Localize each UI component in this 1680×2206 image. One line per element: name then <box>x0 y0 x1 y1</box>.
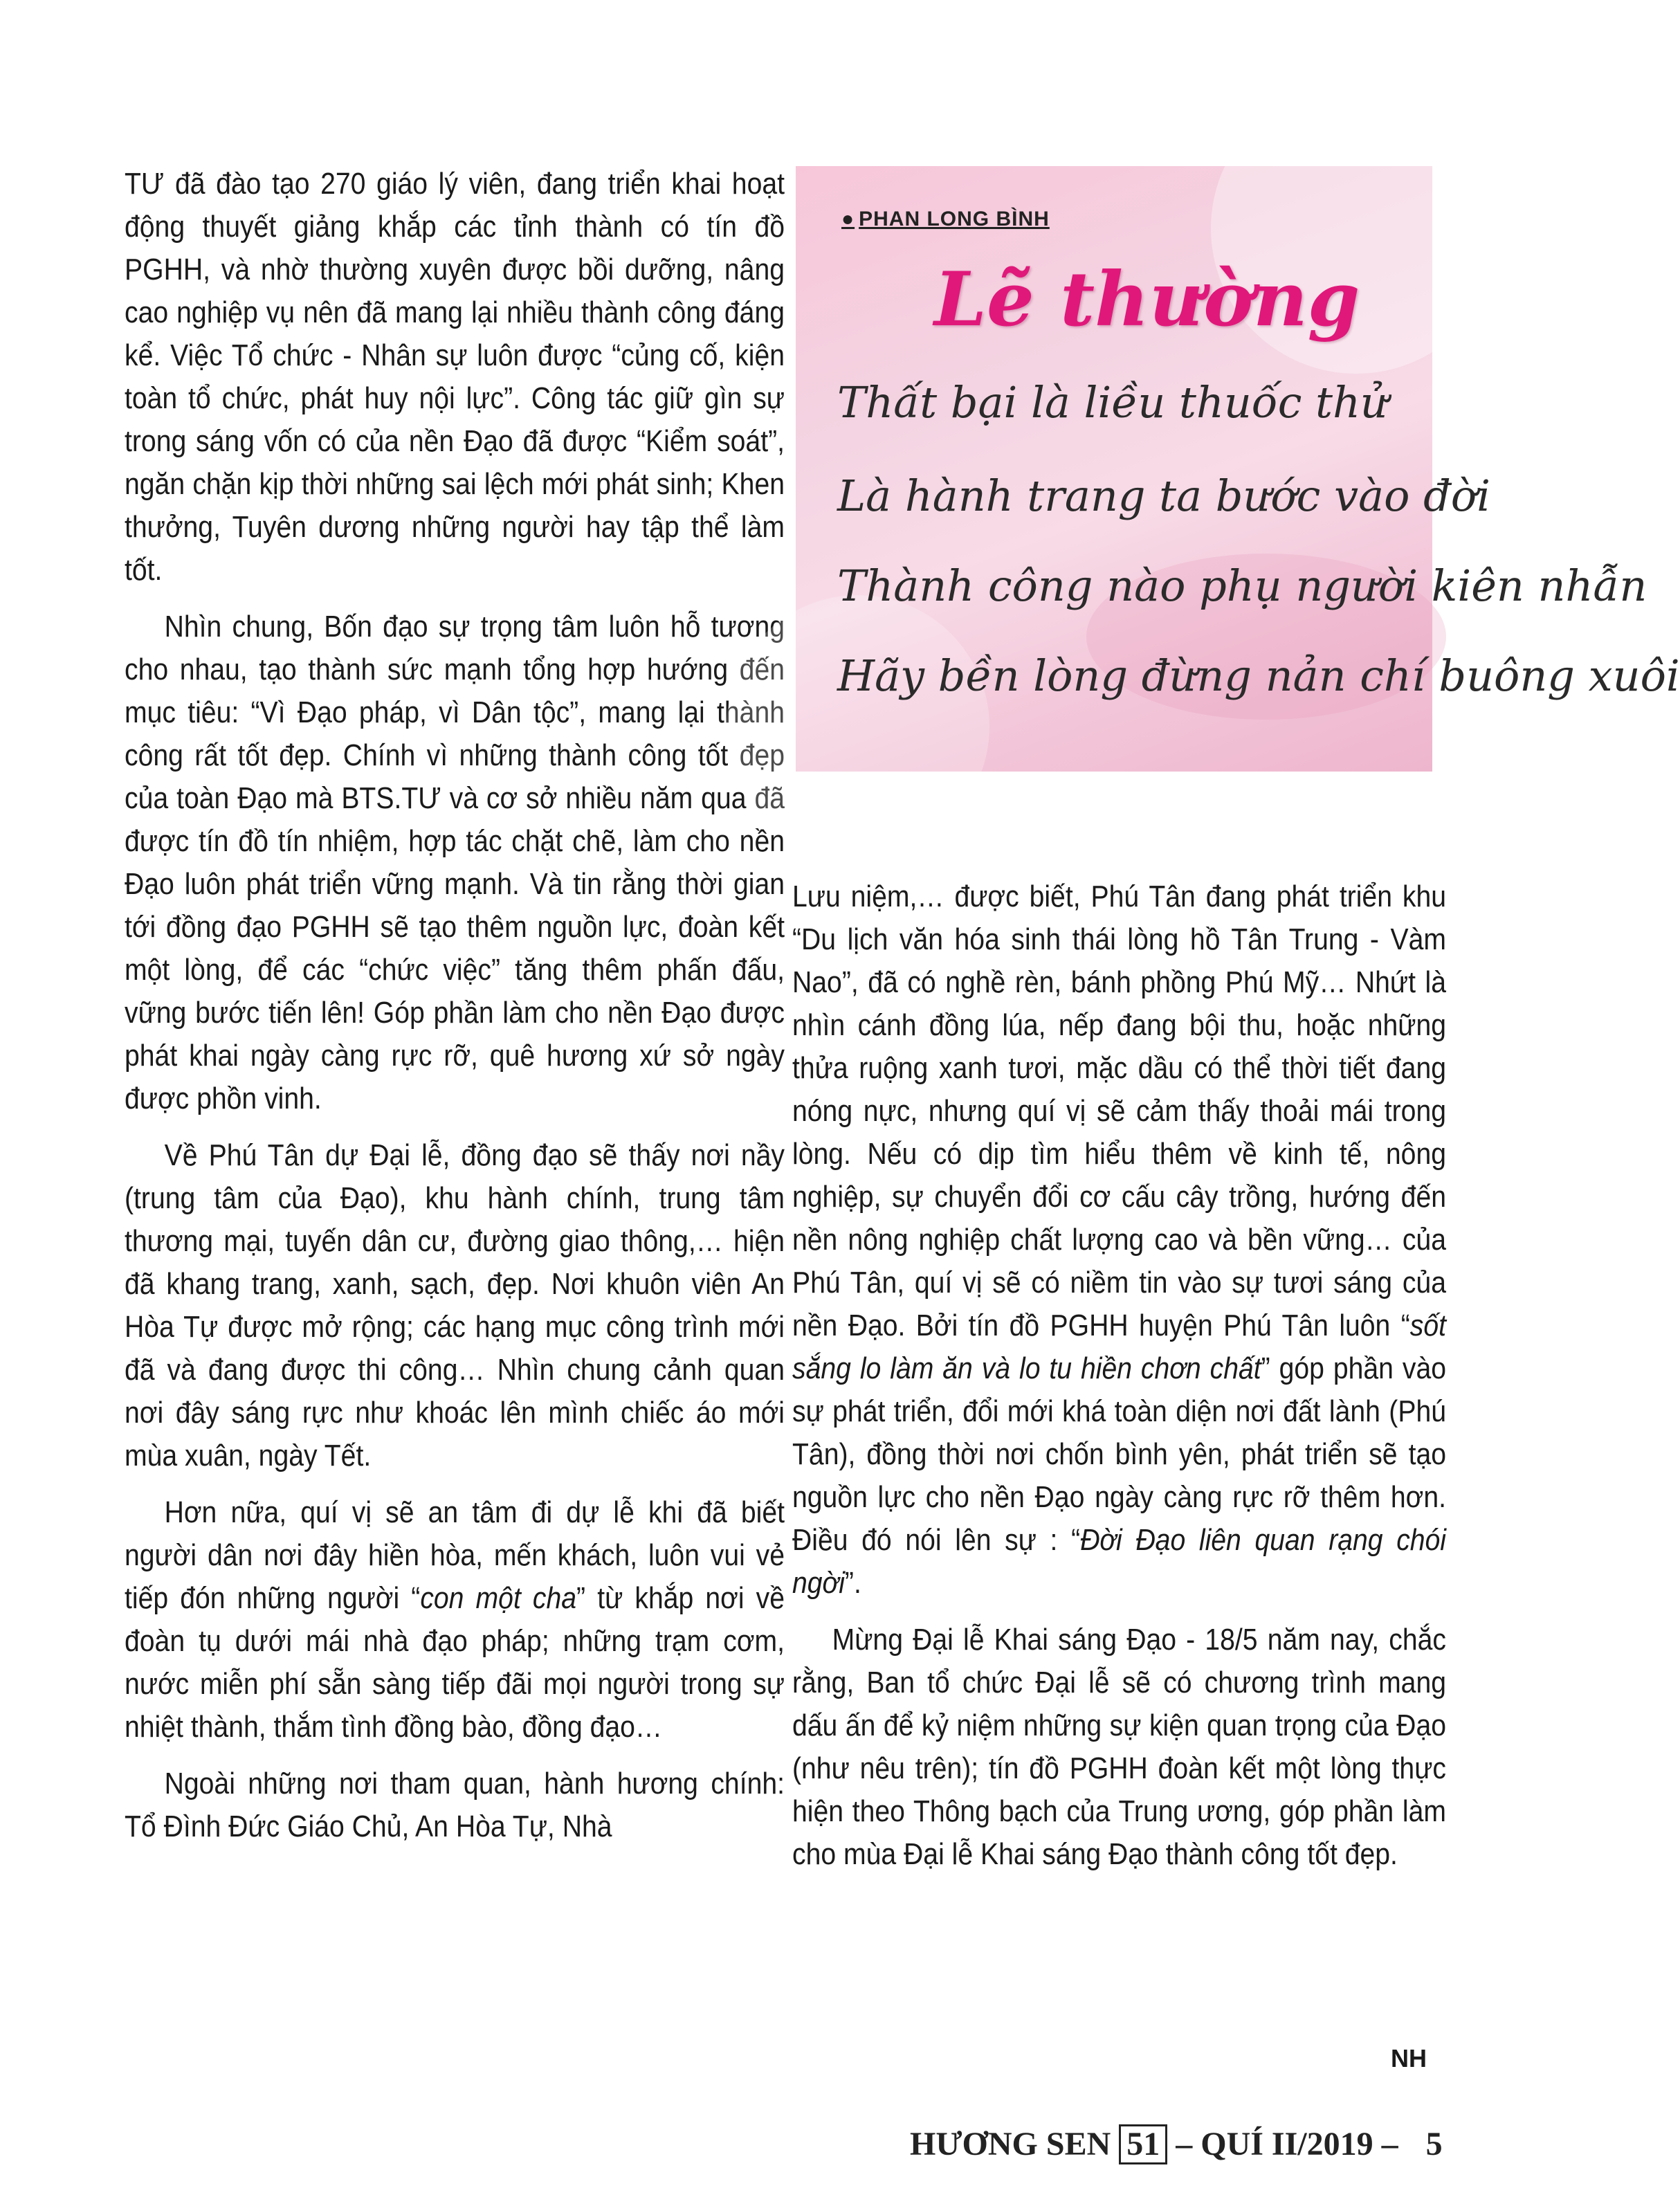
italic-text: sốt sắng lo làm ăn và lo tu hiền chơn chất <box>792 1309 1446 1385</box>
issue-number: 51 <box>1119 2124 1167 2164</box>
right-column <box>792 875 1446 1890</box>
paragraph: Nhìn chung, Bốn đạo sự trọng tâm luôn hỗ tương cho nhau, tạo thành sức mạnh tổng hợp hướng đến mục tiêu: “Vì Đạo pháp, vì Dân tộc”, mang lại thành công rất tốt đẹp. Chính vì những thành công tốt đẹp của toàn Đạo mà BTS.TƯ và cơ sở nhiều năm qua đã được tín đồ tín nhiệm, hợp tác chặt chẽ, làm cho nền Đạo luôn phát triển vững mạnh. Và tin rằng thời gian tới đồng đạo PGHH sẽ tạo thêm nguồn lực, đoàn kết một lòng, để các “chức việc” tăng thêm phấn đấu, vững bước tiến lên! Góp phần làm cho nền Đạo được phát khai ngày càng rực rỡ, quê hương xứ sở ngày được phồn vinh. <box>125 610 785 1115</box>
poem-line: Thất bại là liều thuốc thử <box>837 377 1388 428</box>
paragraph: Ngoài những nơi tham quan, hành hương chính: Tổ Đình Đức Giáo Chủ, An Hòa Tự, Nhà <box>125 1767 785 1843</box>
text-run: ”. <box>844 1567 861 1600</box>
page-number: 5 <box>1425 2126 1443 2162</box>
text-run: Lưu niệm,… được biết, Phú Tân đang phát triển khu “Du lịch văn hóa sinh thái lòng hồ Tân Trung - Vàm Nao”, đã có nghề rèn, bánh phồng Phú Mỹ… Nhứt là nhìn cánh đồng lúa, nếp đang bội thu, hoặc những thửa ruộng xanh tươi, mặc dầu có thể thời tiết đang nóng nực, nhưng quí vị sẽ cảm thấy thoải mái trong lòng. Nếu có dịp tìm hiểu thêm về kinh tế, nông nghiệp, sự chuyển đổi cơ cấu cây trồng, hướng đến nền nông nghiệp chất lượng cao và bền vững… của Phú Tân, quí vị sẽ có niềm tin vào sự tươi sáng của nền Đạo. Bởi tín đồ PGHH huyện Phú Tân luôn “ <box>792 880 1446 1342</box>
poem-title: Lẽ thường <box>934 256 1360 343</box>
poem-author <box>841 208 1050 231</box>
poem-line: Thành công nào phụ người kiên nhẫn <box>837 560 1647 611</box>
issue-quarter: – QUÍ II/2019 – <box>1176 2126 1398 2162</box>
paragraph: Mừng Đại lễ Khai sáng Đạo - 18/5 năm nay, chắc rằng, Ban tổ chức Đại lễ sẽ có chương trình mang dấu ấn để kỷ niệm những sự kiện quan trọng của Đạo (như nêu trên); tín đồ PGHH đoàn kết một lòng thực hiện theo Thông bạch của Trung ương, góp phần làm cho mùa Đại lễ Khai sáng Đạo thành công tốt đẹp. <box>792 1623 1446 1871</box>
text-run: ” góp phần vào sự phát triển, đổi mới khá toàn diện nơi đất lành (Phú Tân), đồng thời nơi chốn bình yên, phát triển sẽ tạo nguồn lực cho nền Đạo ngày càng rực rỡ thêm hơn. Điều đó nói lên sự : “ <box>792 1352 1447 1557</box>
poem-line: Hãy bền lòng đừng nản chí buông xuôi <box>837 650 1680 701</box>
decor-shape <box>727 595 989 858</box>
poem-box <box>796 166 1680 772</box>
text-run: Hơn nữa, quí vị sẽ an tâm đi dự lễ khi đã biết người dân nơi đây hiền hòa, mến khách, luôn vui vẻ tiếp đón những người “ <box>125 1496 785 1615</box>
paragraph: Về Phú Tân dự Đại lễ, đồng đạo sẽ thấy nơi nầy (trung tâm của Đạo), khu hành chính, trung tâm thương mại, tuyến dân cư, đường giao thông,… hiện đã khang trang, xanh, sạch, đẹp. Nơi khuôn viên An Hòa Tự được mở rộng; các hạng mục công trình mới đã và đang được thi công… Nhìn chung cảnh quan nơi đây sáng rực như khoác lên mình chiếc áo mới mùa xuân, ngày Tết. <box>125 1139 785 1473</box>
italic-text: con một cha <box>420 1582 577 1615</box>
paragraph <box>125 1491 785 1749</box>
paragraph: TƯ đã đào tạo 270 giáo lý viên, đang triển khai hoạt động thuyết giảng khắp các tỉnh thành có tín đồ PGHH, và nhờ thường xuyên được bồi dưỡng, nâng cao nghiệp vụ nên đã mang lại nhiều thành công đáng kể. Việc Tổ chức - Nhân sự luôn được “củng cố, kiện toàn tổ chức, phát huy nội lực”. Công tác giữ gìn sự trong sáng vốn có của nền Đạo đã được “Kiểm soát”, ngăn chặn kịp thời những sai lệch mới phát sinh; Khen thưởng, Tuyên dương những người hay tập thể làm tốt. <box>125 167 785 587</box>
left-column <box>125 163 785 1862</box>
italic-text: Đời Đạo liên quan rạng chói ngời <box>792 1524 1447 1600</box>
poem-line: Là hành trang ta bước vào đời <box>837 471 1490 521</box>
page-footer <box>910 2124 1443 2164</box>
paragraph <box>792 875 1446 1605</box>
text-run: ” từ khắp nơi về đoàn tụ dưới mái nhà đạo pháp; những trạm cơm, nước miễn phí sẵn sàng tiếp đãi mọi người trong sự nhiệt thành, thắm tình đồng bào, đồng đạo… <box>125 1582 785 1744</box>
author-name: PHAN LONG BÌNH <box>859 208 1050 230</box>
bullet-icon: ● <box>841 208 855 230</box>
article-signature: NH <box>1391 2044 1427 2072</box>
magazine-name: HƯƠNG SEN <box>910 2126 1111 2162</box>
